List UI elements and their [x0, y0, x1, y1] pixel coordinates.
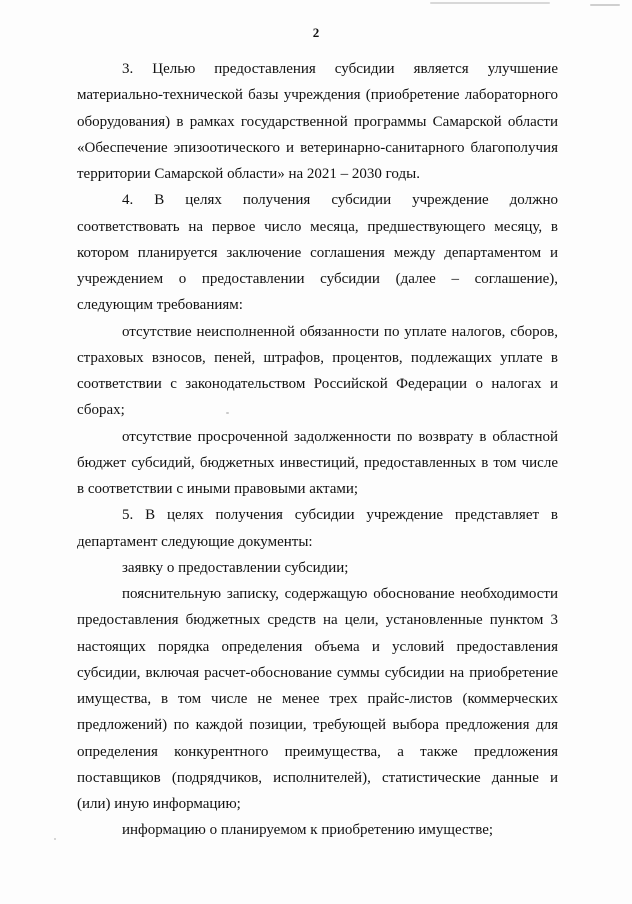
- page-number: 2: [312, 25, 320, 40]
- scan-artifact: [590, 4, 620, 6]
- paragraph-documents: 5. В целях получения субсидии учреждение представляет в департамент следующие документы:: [77, 507, 558, 550]
- scan-artifact: [226, 412, 229, 414]
- scan-artifact: [430, 2, 550, 4]
- paragraph-application: заявку о предоставлении субсидии;: [122, 559, 349, 576]
- document-body: [77, 56, 558, 844]
- paragraph-goal: 3. Целью предоставления субсидии является улучшение материально-технической базы учреждения (приобретение лабораторного оборудования) в рамках государственной программы Самарской области «Обеспечение эпизоотического и ветеринарно-санитарного благополучия территории Самарской области» на 2021 – 2030 годы.: [77, 61, 558, 182]
- paragraph-no-tax-debt: отсутствие неисполненной обязанности по уплате налогов, сборов, страховых взносов, пеней, штрафов, процентов, подлежащих уплате в соответствии с законодательством Российской Федерации о налогах и сборах;: [77, 323, 558, 419]
- paragraph-property-info: информацию о планируемом к приобретению имуществе;: [122, 822, 494, 839]
- paragraph-explanatory-note: пояснительную записку, содержащую обоснование необходимости предоставления бюджетных средств на цели, установленные пунктом 3 настоящих порядка определения объема и условий предоставления субсидии, включая расчет-обоснование суммы субсидии на приобретение имущества, в том числе не менее трех прайс-листов (коммерческих предложений) по каждой позиции, требующей выбора предложения для определения конкурентного преимущества, а также предложения поставщиков (подрядчиков, исполнителей), статистические данные и (или) иную информацию;: [77, 586, 558, 812]
- paragraph-no-overdue-debt: отсутствие просроченной задолженности по возврату в областной бюджет субсидий, бюджетных инвестиций, предоставленных в том числе в соответствии с иными правовыми актами;: [77, 428, 558, 497]
- paragraph-requirements: 4. В целях получения субсидии учреждение должно соответствовать на первое число месяца, предшествующего месяцу, в котором планируется заключение соглашения между департаментом и учреждением о предоставлении субсидии (далее – соглашение), следующим требованиям:: [77, 192, 558, 314]
- scan-artifact: [54, 838, 56, 840]
